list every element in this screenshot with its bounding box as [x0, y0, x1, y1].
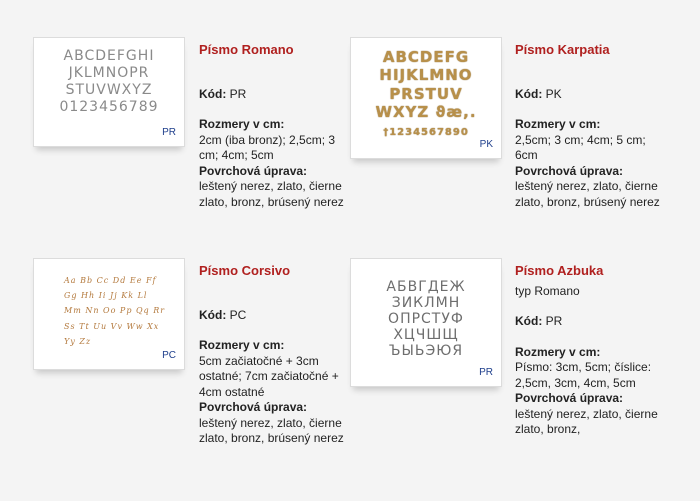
finish-label: Povrchová úprava:	[515, 163, 624, 178]
sizes-label: Rozmery v cm:	[199, 338, 285, 352]
product-code-badge: PC	[162, 350, 176, 361]
code-value: PC	[229, 307, 247, 322]
code-label: Kód:	[199, 86, 227, 101]
product-code-badge: PR	[162, 127, 176, 138]
sizes-value: Písmo: 3cm, 5cm; číslice: 2,5cm, 3cm, 4cm, 5cm	[515, 360, 652, 390]
finish-value: leštený nerez, zlato, čierne zlato, bronz, brúsený nerez	[515, 179, 660, 209]
product-code-badge: PK	[479, 139, 493, 150]
finish-value: leštený nerez, zlato, čierne zlato, bronz, brúsený nerez	[199, 179, 344, 209]
product-title[interactable]: Písmo Karpatia	[515, 42, 610, 57]
sizes-label: Rozmery v cm:	[199, 117, 285, 131]
code-label: Kód:	[515, 314, 543, 328]
sizes-value: 2,5cm; 3 cm; 4cm; 5 cm; 6cm	[515, 132, 646, 162]
code-value: PR	[545, 314, 563, 328]
product-info	[199, 263, 349, 447]
code-value: PK	[545, 86, 562, 101]
code-label: Kód:	[515, 86, 543, 101]
finish-label: Povrchová úprava:	[199, 163, 308, 178]
sizes-label: Rozmery v cm:	[515, 344, 601, 359]
product-title[interactable]: Písmo Romano	[199, 42, 294, 57]
font-sample-karpatia: ABCDEFG HIJKLMNO PRSTUV WXYZ ϑæ,. †1234567890	[375, 48, 477, 139]
product-info	[515, 263, 665, 438]
finish-label: Povrchová úprava:	[199, 400, 308, 414]
product-subtitle: typ Romano	[515, 283, 580, 298]
product-info	[199, 42, 349, 210]
font-sample-azbuka: АБВГДЕЖ ЗИКЛМН ОПРСТУФ ХЦЧШЩ ЪЫЬЭЮЯ	[386, 279, 466, 360]
product-title[interactable]: Písmo Corsivo	[199, 263, 291, 278]
code-value: PR	[229, 86, 247, 101]
product-image-karpatia[interactable]	[350, 37, 502, 159]
sizes-value: 2cm (iba bronz); 2,5cm; 3 cm; 4cm; 5cm	[199, 132, 336, 162]
product-image-corsivo[interactable]	[33, 258, 185, 370]
product-image-romano[interactable]	[33, 37, 185, 147]
finish-value: leštený nerez, zlato, čierne zlato, bronz, brúsený nerez	[199, 415, 344, 445]
sizes-value: 5cm začiatočné + 3cm ostatné; 7cm začiatočné + 4cm ostatné	[199, 353, 339, 399]
product-image-azbuka[interactable]	[350, 258, 502, 387]
font-sample-romano: ABCDEFGHI JKLMNOPR STUVWXYZ 0123456789	[59, 48, 159, 116]
sizes-label: Rozmery v cm:	[515, 117, 601, 131]
code-label: Kód:	[199, 307, 227, 322]
finish-value: leštený nerez, zlato, čierne zlato, bronz,	[515, 406, 658, 436]
product-info	[515, 42, 665, 210]
product-code-badge: PR	[479, 367, 493, 378]
font-sample-corsivo: Aa Bb Cc Dd Ee Ff Gg Hh Ii Jj Kk Ll Mm Nn Oo Pp Qq Rr Ss Tt Uu Vv Ww Xx Yy Zz	[64, 276, 166, 346]
product-title[interactable]: Písmo Azbuka	[515, 263, 604, 278]
finish-label: Povrchová úprava:	[515, 391, 624, 405]
